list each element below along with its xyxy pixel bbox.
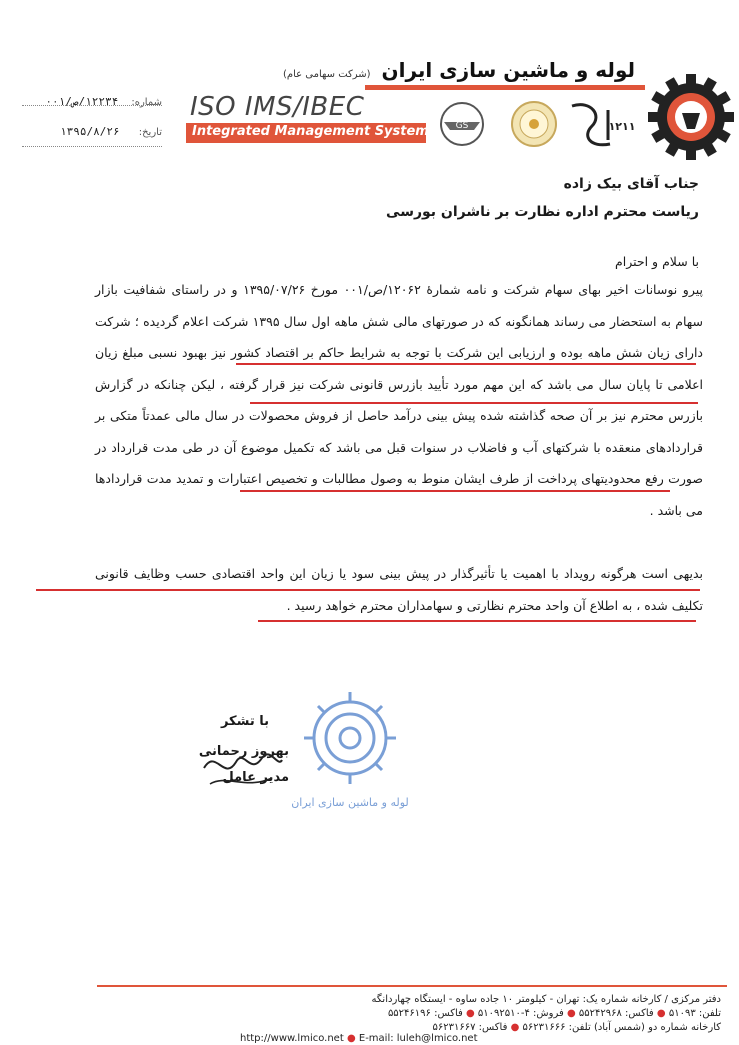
highlight-underline [36,589,700,591]
footer-fax-2: فاکس: ۵۵۲۴۶۱۹۶ [387,1008,463,1019]
signatory-name: بهروز رحمانی [198,744,289,759]
highlight-underline [258,620,696,622]
ims-banner-text: Integrated Management System [192,124,429,139]
footer-phone: تلفن: ۵۱۰۹۳ [668,1008,721,1019]
header-accent-bar [365,85,645,90]
footer-sales: فروش: ۴-۵۱۰۹۲۵۱۰ [477,1008,564,1019]
ibec-seal-icon [512,102,556,146]
reference-panel [22,88,162,150]
footer-factory2-phone: کارخانه شماره دو (شمس آباد) تلفن: ۵۶۲۳۱۶۶۶ [522,1022,721,1033]
paragraph-closing: بدیهی است هرگونه رویداد با اهمیت یا تأثیرگذار در پیش بینی سود یا زیان این واحد اقتصادی حسب وظایف قانونی تکلیف شده ، به اطلاع آن واحد محترم نظارتی و سهامداران محترم خواهد رسید . [95,566,703,613]
paragraph-main: پیرو نوسانات اخیر بهای سهام شرکت و نامه شمارهٔ ۱۲۰۶۲/ص/۰۰۱ مورخ ۱۳۹۵/۰۷/۲۶ و در راستای شفافیت بازار سهام به استحضار می رساند همانگونه که در صورتهای مالی شش ماهه اول سال ۱۳۹۵ شرکت اعلام گردیده ؛ شرکت دارای زیان شش ماهه بوده و ارزیابی این شرکت با توجه به شرایط حاکم بر اقتصاد کشور نیز بهبود نسبی مبلغ زیان اعلامی تا پایان سال می باشد که این مهم مورد تأیید بازرس قانونی شرکت نیز قرار گرفته ، لیکن چنانکه در گزارش بازرس محترم نیز بر آن صحه گذاشته شده پیش بینی درآمد حاصل از فروش محصولات در سال مالی عمدتاً متکی بر قراردادهای منعقده با شرکتهای آب و فاضلاب در سنوات قبل می باشد که تکمیل موضوع آن در طی مدت قرارداد در صورت رفع محدودیتهای پرداخت از طرف ایشان منوط به وصول مطالبات و تخصیص اعتبارات و تمدید مدت قراردادها می باشد . [95,282,703,518]
ref-date: ۱۳۹۵/۸/۲۶ [60,125,120,138]
cert-code: ۱۲۱۱ [608,120,636,133]
certification-logos [432,96,642,154]
footer-contacts: تلفن: ۵۱۰۹۳ ● فاکس: ۵۵۲۴۲۹۶۸ ● فروش: ۴-۵۱۰۹۲۵۱۰ ● فاکس: ۵۵۲۴۶۱۹۶ [387,1008,721,1019]
footer-factory2: کارخانه شماره دو (شمس آباد) تلفن: ۵۶۲۳۱۶۶۶ ● فاکس: ۵۶۲۳۱۶۶۷ [432,1022,721,1033]
company-name [283,58,635,82]
ref-number: ۱۲۲۳۴/ص/۰۰۱ [45,95,119,108]
highlight-underline [236,363,696,365]
footer-factory2-fax: فاکس: ۵۶۲۳۱۶۶۷ [432,1022,508,1033]
svg-text:GS: GS [455,121,469,131]
highlight-underline [400,402,698,404]
footer-website-link[interactable]: http://www.lmico.net [240,1033,344,1044]
addressee-title: ریاست محترم اداره نظارت بر ناشران بورسی [386,204,699,220]
addressee-name: جناب آقای بیک زاده [563,176,699,192]
footer-fax: فاکس: ۵۵۲۴۲۹۶۸ [578,1008,654,1019]
company-gear-logo [648,74,734,160]
gs-cert-icon [441,103,483,145]
ref-number-label: شماره: [131,97,162,108]
company-name-text: لوله و ماشین سازی ایران [381,58,635,82]
greeting: با سلام و احترام [615,254,699,269]
footer-email-link[interactable]: E-mail: luleh@lmico.net [358,1033,478,1044]
stamp-text: لوله و ماشین سازی ایران [291,796,409,809]
highlight-underline [240,490,670,492]
iso-title: ISO IMS/IBEC [190,92,365,122]
company-stamp [290,686,410,826]
closing-thanks: با تشکر [220,714,269,729]
handwritten-signature [196,738,286,798]
company-type: (شرکت سهامی عام) [283,69,371,80]
footer-address: دفتر مرکزی / کارخانه شماره یک: تهران - کیلومتر ۱۰ جاده ساوه - ایستگاه چهاردانگه [371,994,721,1005]
signatory-title: مدیر عامل [222,770,289,785]
ref-date-label: تاریخ: [138,127,162,138]
footer-web: http://www.lmico.net ● E-mail: luleh@lmico.net [240,1033,478,1044]
footer-divider [97,985,727,987]
